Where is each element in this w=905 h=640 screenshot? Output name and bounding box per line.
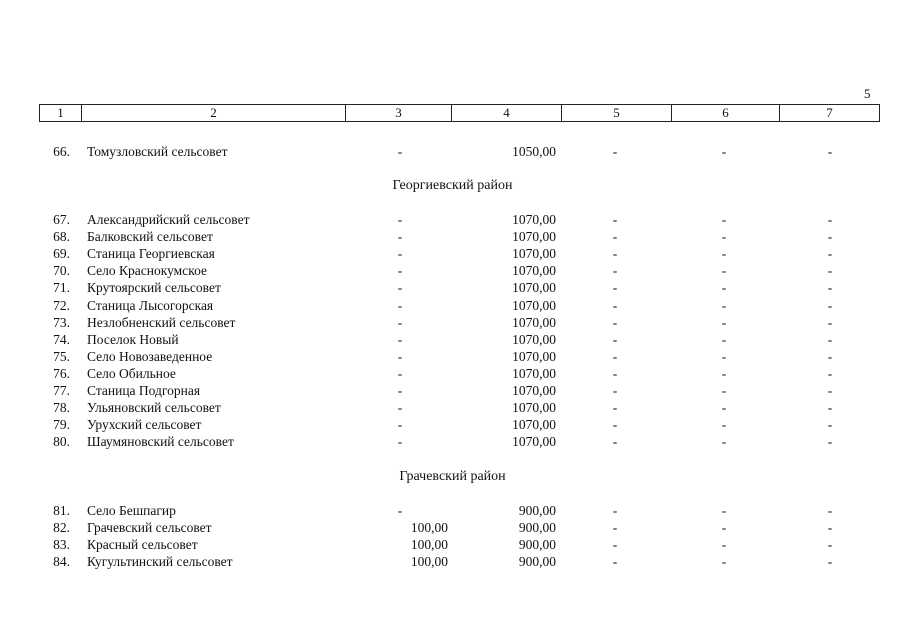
row-col6: - — [721, 331, 727, 347]
row-col4: 1050,00 — [512, 144, 556, 159]
row-col3: - — [397, 212, 403, 227]
row-col7: - — [827, 537, 833, 553]
row-name: Ульяновский сельсовет — [87, 400, 221, 416]
row-col4: 1070,00 — [512, 400, 556, 416]
row-col5: - — [612, 229, 618, 245]
row-col4: 1070,00 — [512, 212, 556, 227]
row-col7: - — [827, 503, 833, 518]
table-row — [0, 245, 905, 262]
row-col4: 1070,00 — [512, 434, 556, 450]
column-header-4: 4 — [451, 105, 561, 121]
table-row — [0, 228, 905, 245]
row-col7: - — [827, 400, 833, 416]
row-col4: 1070,00 — [512, 383, 556, 398]
row-col6: - — [721, 314, 727, 330]
table-row — [0, 433, 905, 450]
table-row — [0, 211, 905, 228]
row-col4: 1070,00 — [512, 417, 556, 433]
row-col6: - — [721, 297, 727, 313]
row-col6: - — [721, 400, 727, 416]
row-col5: - — [612, 331, 618, 347]
row-col7: - — [827, 297, 833, 313]
row-col4: 900,00 — [518, 503, 556, 518]
row-col6: - — [721, 263, 727, 279]
table-row — [0, 365, 905, 382]
row-col7: - — [827, 280, 833, 296]
row-col5: - — [612, 280, 618, 296]
row-col6: - — [721, 434, 727, 450]
row-col6: - — [721, 144, 727, 159]
row-col7: - — [827, 229, 833, 245]
row-col6: - — [721, 348, 727, 364]
row-col3: - — [397, 383, 403, 398]
table-row — [0, 382, 905, 399]
row-col7: - — [827, 263, 833, 279]
row-col7: - — [827, 314, 833, 330]
row-name: Александрийский сельсовет — [87, 212, 250, 227]
table-row — [0, 502, 905, 519]
table-row — [0, 416, 905, 433]
row-col5: - — [612, 314, 618, 330]
row-number: 80. — [53, 434, 70, 450]
row-col3: - — [397, 144, 403, 159]
row-number: 67. — [53, 212, 70, 227]
row-col7: - — [827, 144, 833, 159]
table-row — [0, 519, 905, 536]
table-row — [0, 553, 905, 570]
row-col3: - — [397, 280, 403, 296]
row-col7: - — [827, 520, 833, 536]
column-header-row — [39, 104, 880, 122]
row-number: 77. — [53, 383, 70, 398]
row-name: Грачевский сельсовет — [87, 520, 212, 536]
row-col7: - — [827, 434, 833, 450]
row-name: Поселок Новый — [87, 331, 179, 347]
table-row — [0, 143, 905, 160]
row-name: Урухский сельсовет — [87, 417, 202, 433]
row-number: 75. — [53, 348, 70, 364]
row-col7: - — [827, 212, 833, 227]
row-name: Станица Георгиевская — [87, 246, 215, 262]
row-col5: - — [612, 263, 618, 279]
row-number: 84. — [53, 554, 70, 570]
row-name: Село Новозаведенное — [87, 348, 213, 364]
row-col6: - — [721, 212, 727, 227]
table-row — [0, 314, 905, 331]
row-col3: - — [397, 229, 403, 245]
row-col6: - — [721, 554, 727, 570]
row-number: 68. — [53, 229, 70, 245]
table-row — [0, 399, 905, 416]
row-col7: - — [827, 348, 833, 364]
row-col5: - — [612, 348, 618, 364]
row-name: Шаумяновский сельсовет — [87, 434, 234, 450]
row-name: Село Бешпагир — [87, 503, 176, 518]
row-col5: - — [612, 434, 618, 450]
table-row — [0, 262, 905, 279]
row-number: 78. — [53, 400, 70, 416]
row-col5: - — [612, 246, 618, 262]
row-col4: 1070,00 — [512, 263, 556, 279]
row-name: Кугультинский сельсовет — [87, 554, 233, 570]
row-col3: 100,00 — [410, 520, 448, 536]
row-col6: - — [721, 229, 727, 245]
row-col5: - — [612, 297, 618, 313]
row-number: 70. — [53, 263, 70, 279]
row-name: Красный сельсовет — [87, 537, 198, 553]
row-col6: - — [721, 520, 727, 536]
row-col7: - — [827, 365, 833, 381]
row-number: 66. — [53, 144, 70, 159]
column-header-2: 2 — [81, 105, 345, 121]
row-col5: - — [612, 212, 618, 227]
column-header-5: 5 — [561, 105, 671, 121]
column-header-1: 1 — [57, 105, 64, 120]
row-number: 72. — [53, 297, 70, 313]
row-col3: - — [397, 263, 403, 279]
row-col7: - — [827, 417, 833, 433]
row-name: Балковский сельсовет — [87, 229, 213, 245]
page-number: 5 — [864, 86, 871, 101]
row-col3: - — [397, 314, 403, 330]
row-col3: 100,00 — [410, 554, 448, 570]
column-header-6: 6 — [671, 105, 779, 121]
row-number: 73. — [53, 314, 70, 330]
row-number: 81. — [53, 503, 70, 518]
row-col7: - — [827, 331, 833, 347]
row-col5: - — [612, 400, 618, 416]
row-col7: - — [827, 246, 833, 262]
row-col4: 1070,00 — [512, 365, 556, 381]
district-heading-georgievsky: Георгиевский район — [392, 178, 513, 193]
row-col4: 900,00 — [518, 537, 556, 553]
row-col4: 1070,00 — [512, 229, 556, 245]
row-col3: - — [397, 297, 403, 313]
row-col5: - — [612, 365, 618, 381]
row-number: 83. — [53, 537, 70, 553]
row-number: 79. — [53, 417, 70, 433]
table-row — [0, 297, 905, 314]
table-row — [0, 348, 905, 365]
row-name: Село Обильное — [87, 365, 176, 381]
row-col6: - — [721, 365, 727, 381]
row-name: Незлобненский сельсовет — [87, 314, 236, 330]
row-number: 76. — [53, 365, 70, 381]
row-number: 82. — [53, 520, 70, 536]
row-col4: 1070,00 — [512, 348, 556, 364]
row-col3: - — [397, 400, 403, 416]
row-col5: - — [612, 537, 618, 553]
row-col4: 1070,00 — [512, 297, 556, 313]
table-row — [0, 279, 905, 296]
row-col3: - — [397, 503, 403, 518]
row-col4: 1070,00 — [512, 314, 556, 330]
row-col5: - — [612, 144, 618, 159]
row-col5: - — [612, 417, 618, 433]
row-col3: - — [397, 365, 403, 381]
row-col4: 1070,00 — [512, 246, 556, 262]
row-col3: - — [397, 348, 403, 364]
row-col4: 900,00 — [518, 520, 556, 536]
row-col5: - — [612, 383, 618, 398]
row-number: 71. — [53, 280, 70, 296]
row-col6: - — [721, 246, 727, 262]
column-header-3: 3 — [345, 105, 451, 121]
row-number: 74. — [53, 331, 70, 347]
row-col3: - — [397, 331, 403, 347]
row-col3: - — [397, 417, 403, 433]
row-col6: - — [721, 537, 727, 553]
district-heading-grachevsky: Грачевский район — [399, 469, 506, 484]
row-col4: 1070,00 — [512, 331, 556, 347]
row-col3: 100,00 — [410, 537, 448, 553]
table-row — [0, 536, 905, 553]
row-col5: - — [612, 554, 618, 570]
column-header-7: 7 — [779, 105, 879, 121]
row-name: Крутоярский сельсовет — [87, 280, 221, 296]
row-name: Село Краснокумское — [87, 263, 207, 279]
row-col3: - — [397, 246, 403, 262]
row-col4: 900,00 — [518, 554, 556, 570]
row-col7: - — [827, 554, 833, 570]
row-col7: - — [827, 383, 833, 398]
row-col3: - — [397, 434, 403, 450]
row-name: Станица Подгорная — [87, 383, 201, 398]
row-name: Станица Лысогорская — [87, 297, 214, 313]
row-col6: - — [721, 503, 727, 518]
table-row — [0, 331, 905, 348]
row-number: 69. — [53, 246, 70, 262]
row-col6: - — [721, 383, 727, 398]
row-col6: - — [721, 280, 727, 296]
row-name: Томузловский сельсовет — [87, 144, 228, 159]
row-col5: - — [612, 503, 618, 518]
row-col4: 1070,00 — [512, 280, 556, 296]
row-col5: - — [612, 520, 618, 536]
row-col6: - — [721, 417, 727, 433]
